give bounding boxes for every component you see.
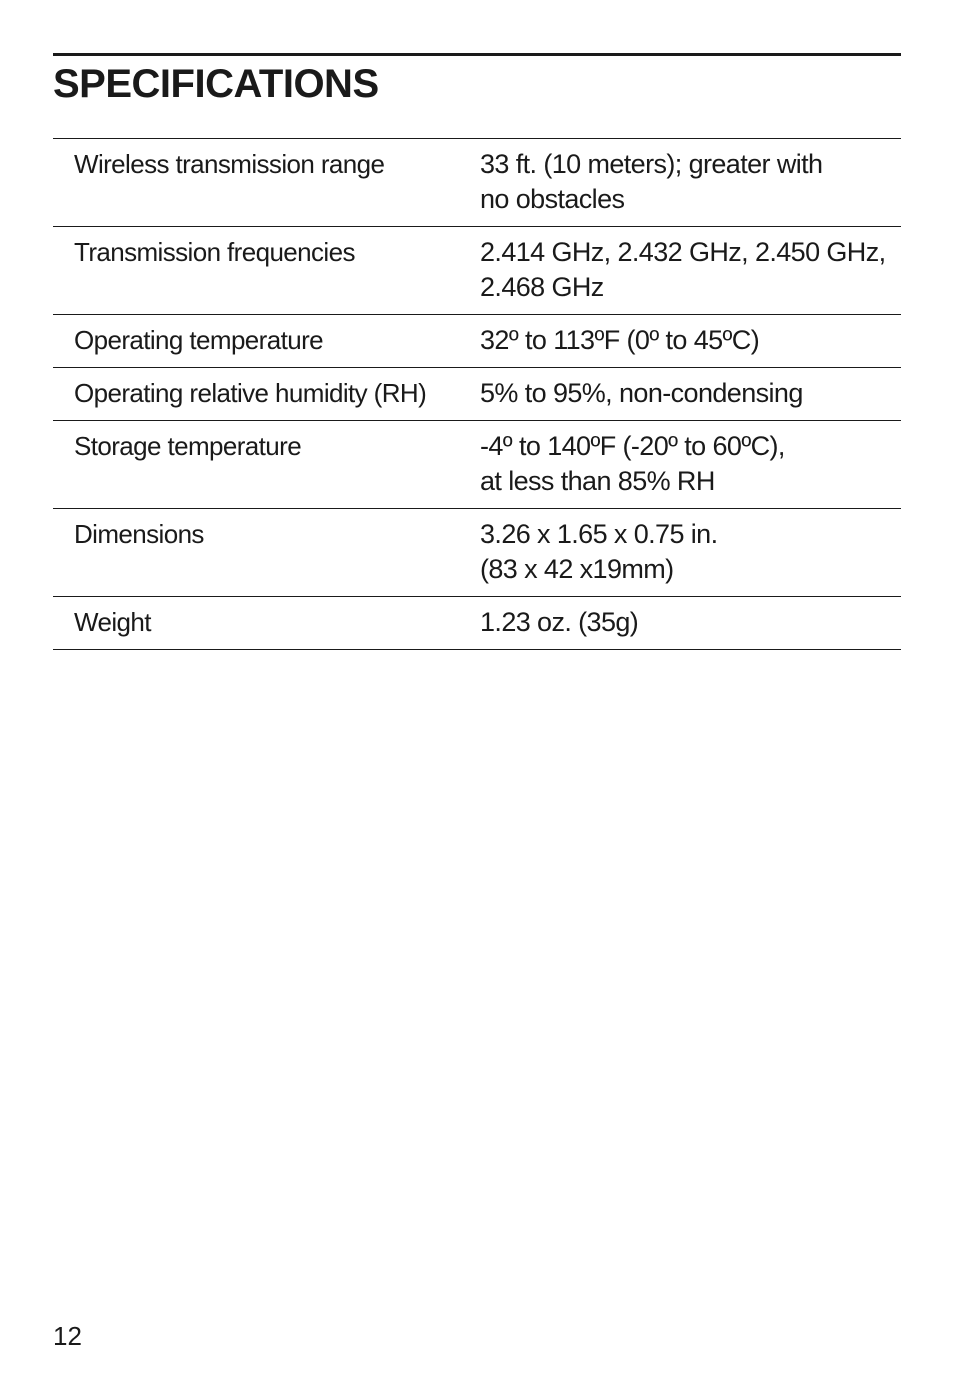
spec-value: 1.23 oz. (35g) <box>480 607 639 637</box>
spec-row-operating-humidity <box>53 368 901 421</box>
spec-label: Weight <box>74 607 151 637</box>
spec-label: Storage temperature <box>74 431 302 461</box>
spec-value: 5% to 95%, non-condensing <box>480 378 803 408</box>
spec-value: 32º to 113ºF (0º to 45ºC) <box>480 325 760 355</box>
spec-value: 33 ft. (10 meters); greater with no obstacles <box>480 149 823 214</box>
spec-label: Transmission frequencies <box>74 237 355 267</box>
spec-row-storage-temperature <box>53 421 901 509</box>
spec-row-weight <box>53 597 901 650</box>
page-title: SPECIFICATIONS <box>53 62 379 106</box>
spec-row-operating-temperature <box>53 315 901 368</box>
spec-row-dimensions <box>53 509 901 597</box>
spec-row-wireless-range <box>53 139 901 227</box>
spec-value: 3.26 x 1.65 x 0.75 in. (83 x 42 x19mm) <box>480 519 718 584</box>
title-top-rule <box>53 53 901 56</box>
specifications-table <box>53 138 901 650</box>
spec-label: Dimensions <box>74 519 204 549</box>
page-number: 12 <box>53 1321 82 1351</box>
spec-value: 2.414 GHz, 2.432 GHz, 2.450 GHz, 2.468 GHz <box>480 237 886 302</box>
spec-label: Operating temperature <box>74 325 323 355</box>
spec-label: Wireless transmission range <box>74 149 385 179</box>
spec-value: -4º to 140ºF (-20º to 60ºC), at less than 85% RH <box>480 431 785 496</box>
spec-row-frequencies <box>53 227 901 315</box>
spec-label: Operating relative humidity (RH) <box>74 378 427 408</box>
